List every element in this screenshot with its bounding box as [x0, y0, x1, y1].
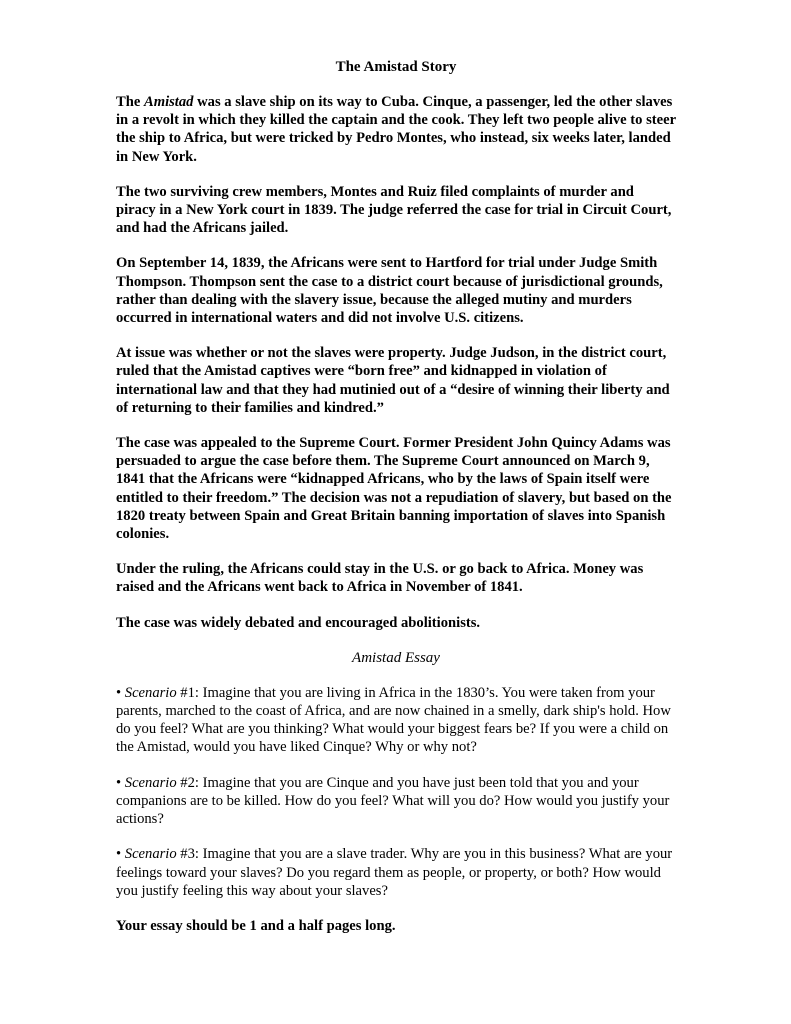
scenario-text: : Imagine that you are Cinque and you have just been told that you and your companions are to be killed. How do you feel? What will you do? How would you justify your actions? [116, 774, 670, 828]
scenario-2 [116, 774, 676, 829]
scenario-number: #2 [176, 774, 195, 791]
bullet-icon: • [116, 684, 125, 701]
scenario-label: Scenario [124, 774, 177, 791]
scenario-3 [116, 845, 676, 900]
paragraph-crew-complaints: The two surviving crew members, Montes and Ruiz filed complaints of murder and piracy in a New York court in 1839. The judge referred the case for trial in Circuit Court, and had the Africans jailed. [116, 183, 672, 237]
scenario-text: : Imagine that you are living in Africa in the 1830’s. You were taken from your parents, marched to the coast of Africa, and are now chained in a smelly, dark ship's hold. How do you feel? What are you thinking? What would your biggest fears be? If you were a child on the Amistad, would you have liked Cinque? Why or why not? [116, 684, 671, 756]
bullet-icon: • [116, 846, 125, 863]
intro-pre: The [116, 94, 144, 110]
scenario-1 [116, 684, 676, 757]
bullet-icon: • [116, 774, 125, 791]
scenario-label: Scenario [124, 684, 177, 701]
scenario-number: #3 [176, 846, 195, 863]
scenario-label: Scenario [124, 846, 177, 863]
paragraph-return-to-africa: Under the ruling, the Africans could stay in the U.S. or go back to Africa. Money was raised and the Africans went back to Africa in November of 1841. [116, 561, 644, 596]
essay-title: Amistad Essay [352, 649, 440, 666]
scenario-text: : Imagine that you are a slave trader. Why are you in this business? What are your feelings toward your slaves? Do you regard them as people, or property, or both? How would you justify feeling this way about your slaves? [116, 846, 673, 899]
paragraph-hartford-trial: On September 14, 1839, the Africans were sent to Hartford for trial under Judge Smith Thompson. Thompson sent the case to a district court because of jurisdictional grounds, rather than dealing with the slavery issue, because the alleged mutiny and murders occurred in international waters and did not involve U.S. citizens. [116, 255, 663, 327]
essay-length-note: Your essay should be 1 and a half pages long. [116, 917, 396, 934]
paragraph-supreme-court: The case was appealed to the Supreme Court. Former President John Quincy Adams was persuaded to argue the case before them. The Supreme Court announced on March 9, 1841 that the Africans were “kidnapped Africans, who by the laws of Spain itself were entitled to their freedom.” The decision was not a repudiation of slavery, but based on the 1820 treaty between Spain and Great Britain banning importation of slaves into Spanish colonies. [116, 435, 672, 543]
intro-post: was a slave ship on its way to Cuba. Cinque, a passenger, led the other slaves in a revolt in which they killed the captain and the cook. They left two people alive to steer the ship to Africa, but were tricked by Pedro Montes, who instead, six weeks later, landed in New York. [116, 94, 676, 165]
paragraph-abolitionists: The case was widely debated and encouraged abolitionists. [116, 614, 481, 631]
document-title: The Amistad Story [335, 59, 457, 75]
intro-paragraph [116, 93, 676, 166]
ship-name: Amistad [143, 94, 194, 110]
document-page [116, 58, 676, 935]
paragraph-district-ruling: At issue was whether or not the slaves were property. Judge Judson, in the district court, ruled that the Amistad captives were “born free” and kidnapped in violation of international law and that they had mutinied out of a “desire of winning their liberty and of returning to their families and kindred.” [116, 345, 670, 416]
scenario-number: #1 [176, 684, 195, 701]
